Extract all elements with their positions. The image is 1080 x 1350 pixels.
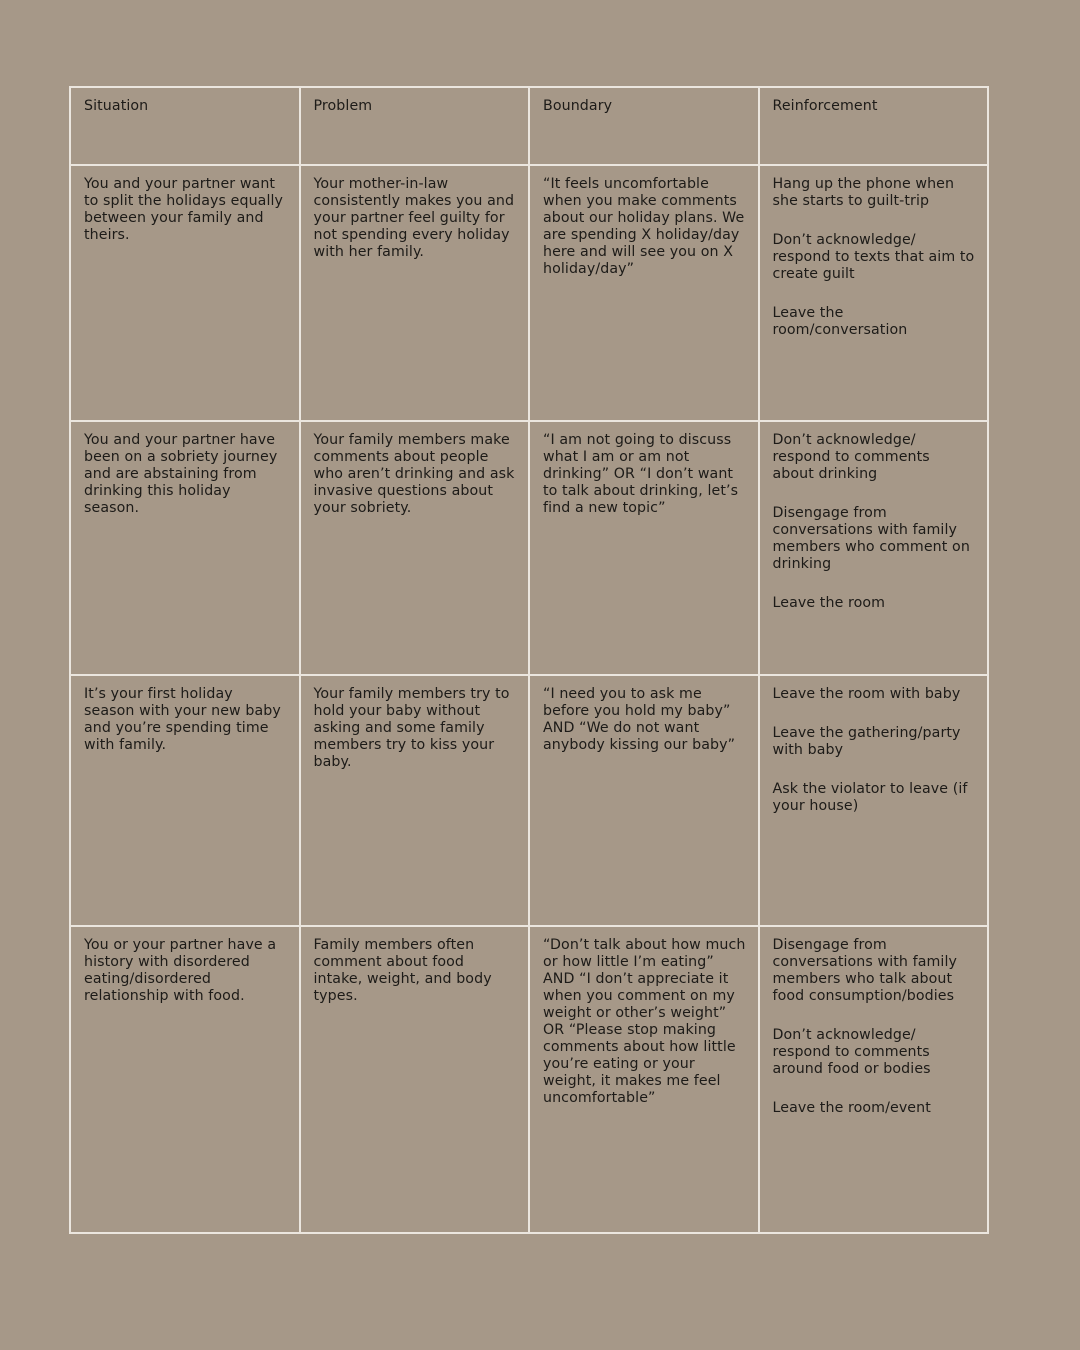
header-boundary: Boundary (529, 87, 759, 165)
reinforcement-cell (759, 675, 989, 926)
table-row (70, 165, 988, 421)
reinforcement-cell (759, 421, 989, 675)
boundary-cell: “I am not going to discuss what I am or am not drinking” OR “I don’t want to talk about drinking, let’s find a new topic” (529, 421, 759, 675)
situation-cell: It’s your first holiday season with your new baby and you’re spending time with family. (70, 675, 300, 926)
situation-cell: You and your partner have been on a sobriety journey and are abstaining from drinking this holiday season. (70, 421, 300, 675)
problem-cell: Family members often comment about food intake, weight, and body types. (300, 926, 530, 1233)
reinforcement-item: Disengage from conversations with family members who talk about food consumption/bodies (772, 937, 957, 1004)
reinforcement-item: Don’t acknowledge/ respond to comments about drinking (772, 432, 930, 482)
reinforcement-item: Leave the room (772, 595, 886, 611)
reinforcement-list (773, 176, 976, 339)
situation-cell: You or your partner have a history with disordered eating/disordered relationship with food. (70, 926, 300, 1233)
reinforcement-list (773, 686, 976, 815)
reinforcement-list (773, 432, 976, 612)
reinforcement-item: Leave the room/conversation (772, 305, 908, 338)
reinforcement-item: Leave the room with baby (772, 686, 961, 702)
table-header-row (70, 87, 988, 165)
table-row (70, 926, 988, 1233)
header-reinforcement: Reinforcement (759, 87, 989, 165)
reinforcement-item: Hang up the phone when she starts to guilt-trip (772, 176, 955, 209)
header-situation: Situation (70, 87, 300, 165)
problem-cell: Your mother-in-law consistently makes you and your partner feel guilty for not spending every holiday with her family. (300, 165, 530, 421)
header-problem: Problem (300, 87, 530, 165)
reinforcement-item: Leave the room/event (772, 1100, 931, 1116)
problem-cell: Your family members try to hold your baby without asking and some family members try to kiss your baby. (300, 675, 530, 926)
boundary-cell: “Don’t talk about how much or how little I’m eating” AND “I don’t appreciate it when you comment on my weight or other’s weight” OR “Please stop making comments about how little you’re eating or your weight, it makes me feel uncomfortable” (529, 926, 759, 1233)
reinforcement-item: Don’t acknowledge/ respond to texts that aim to create guilt (772, 232, 975, 282)
reinforcement-item: Disengage from conversations with family members who comment on drinking (772, 505, 970, 572)
reinforcement-item: Don’t acknowledge/ respond to comments around food or bodies (772, 1027, 931, 1077)
boundary-cell: “I need you to ask me before you hold my baby” AND “We do not want anybody kissing our baby” (529, 675, 759, 926)
boundary-cell: “It feels uncomfortable when you make comments about our holiday plans. We are spending X holiday/day here and will see you on X holiday/day” (529, 165, 759, 421)
reinforcement-list (773, 937, 976, 1117)
reinforcement-cell (759, 926, 989, 1233)
situation-cell: You and your partner want to split the holidays equally between your family and theirs. (70, 165, 300, 421)
boundaries-table (69, 86, 989, 1234)
reinforcement-item: Leave the gathering/party with baby (772, 725, 961, 758)
reinforcement-cell (759, 165, 989, 421)
table-row (70, 675, 988, 926)
table-row (70, 421, 988, 675)
reinforcement-item: Ask the violator to leave (if your house) (772, 781, 968, 814)
problem-cell: Your family members make comments about people who aren’t drinking and ask invasive questions about your sobriety. (300, 421, 530, 675)
